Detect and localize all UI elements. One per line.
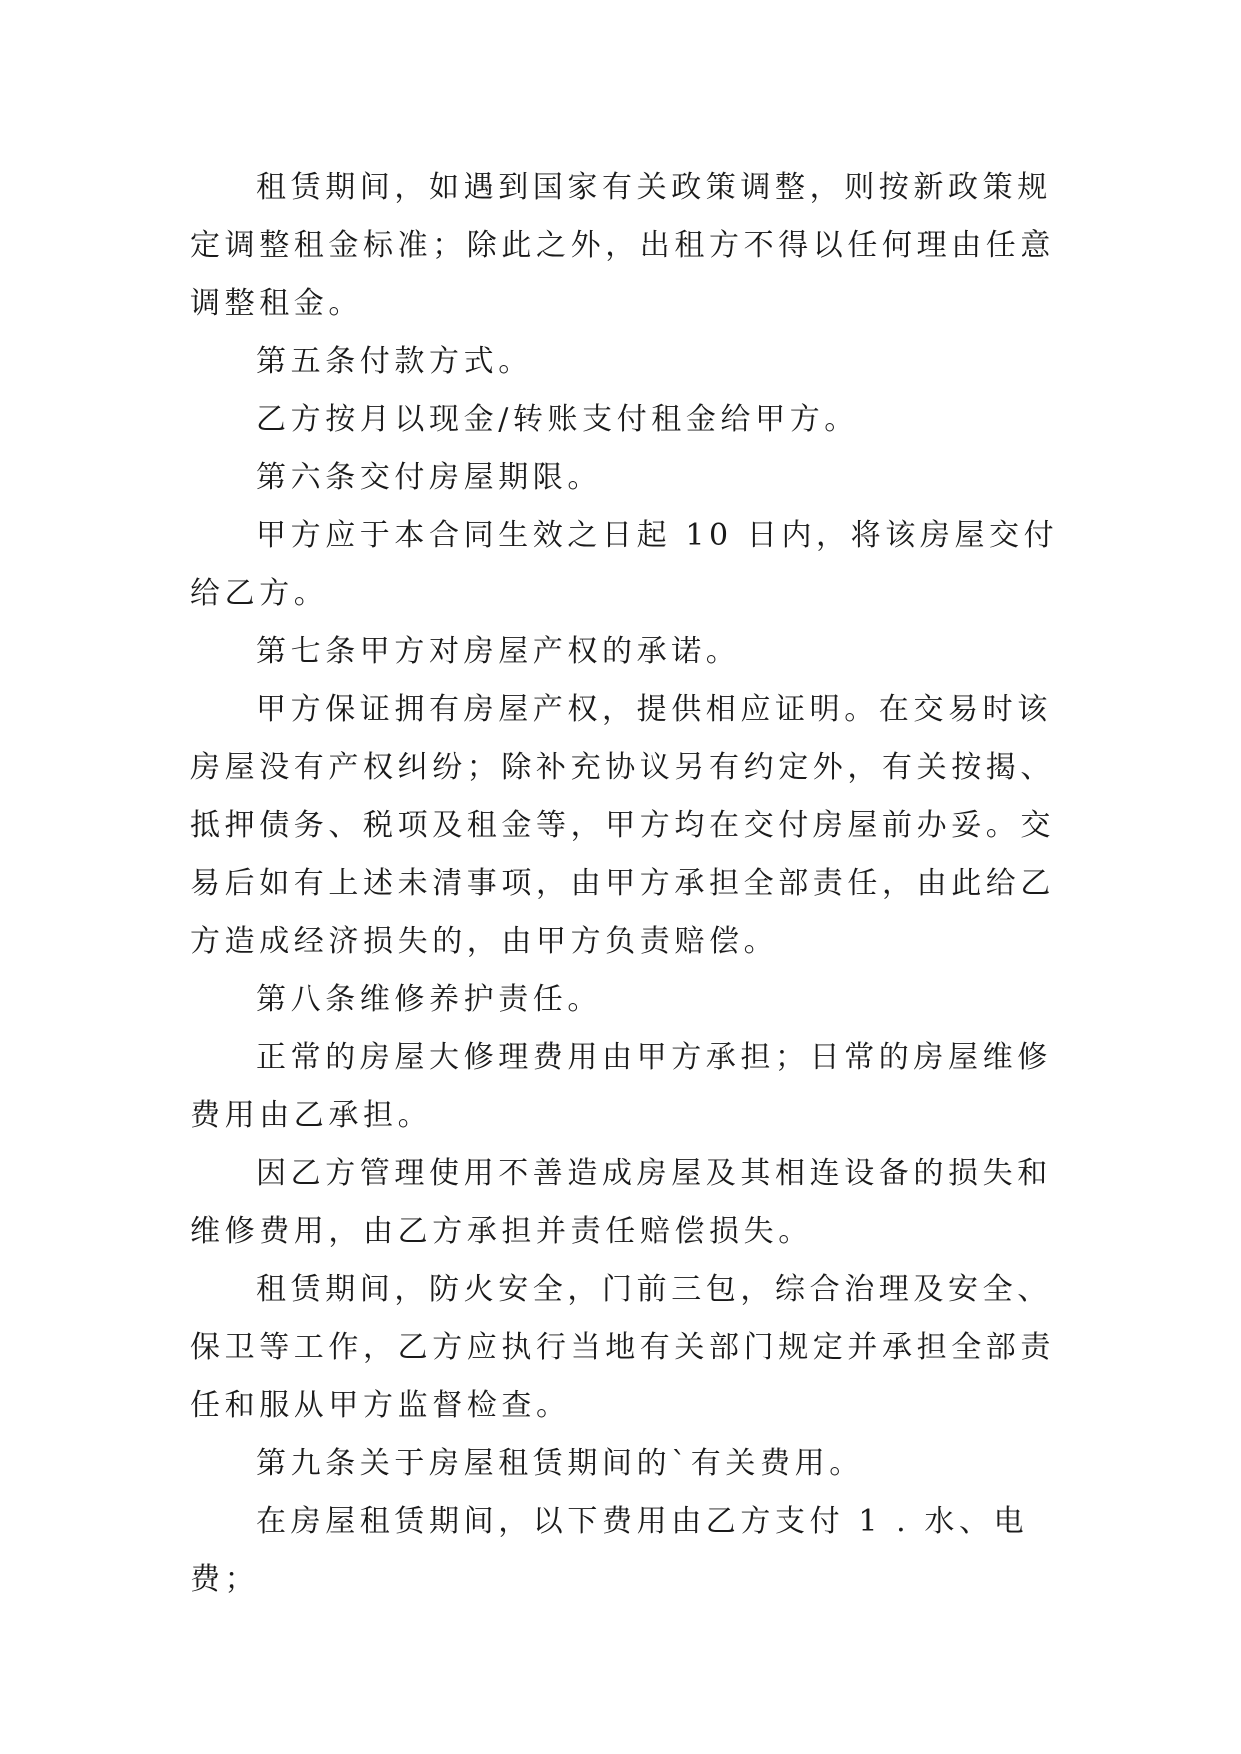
paragraph-delivery-period: 甲方应于本合同生效之日起 10 日内，将该房屋交付给乙方。 [190,518,1059,611]
heading-article-9: 第九条关于房屋租赁期间的`有关费用。 [256,1446,864,1481]
paragraph-safety-duties: 租赁期间，防火安全，门前三包，综合治理及安全、保卫等工作，乙方应执行当地有关部门规定并承担全部责任和服从甲方监督检查。 [190,1272,1055,1423]
heading-article-5: 第五条付款方式。 [256,344,533,379]
paragraph-payment-method: 乙方按月以现金/转账支付租金给甲方。 [256,402,859,437]
paragraph-repair-costs: 正常的房屋大修理费用由甲方承担；日常的房屋维修费用由乙承担。 [190,1040,1052,1133]
paragraph-rent-adjustment: 租赁期间，如遇到国家有关政策调整，则按新政策规定调整租金标准；除此之外，出租方不得以任何理由任意调整租金。 [190,170,1055,321]
heading-article-7: 第七条甲方对房屋产权的承诺。 [256,634,741,669]
paragraph-damage-liability: 因乙方管理使用不善造成房屋及其相连设备的损失和维修费用，由乙方承担并责任赔偿损失。 [190,1156,1052,1249]
document-page [190,159,1065,1609]
heading-article-8: 第八条维修养护责任。 [256,982,602,1017]
paragraph-property-rights: 甲方保证拥有房屋产权，提供相应证明。在交易时该房屋没有产权纠纷；除补充协议另有约定外，有关按揭、抵押债务、税项及租金等，甲方均在交付房屋前办妥。交易后如有上述未清事项，由甲方承担全部责任，由此给乙方造成经济损失的，由甲方负责赔偿。 [190,692,1055,959]
paragraph-tenant-fees: 在房屋租赁期间，以下费用由乙方支付 1 . 水、电费； [190,1504,1029,1597]
heading-article-6: 第六条交付房屋期限。 [256,460,602,495]
